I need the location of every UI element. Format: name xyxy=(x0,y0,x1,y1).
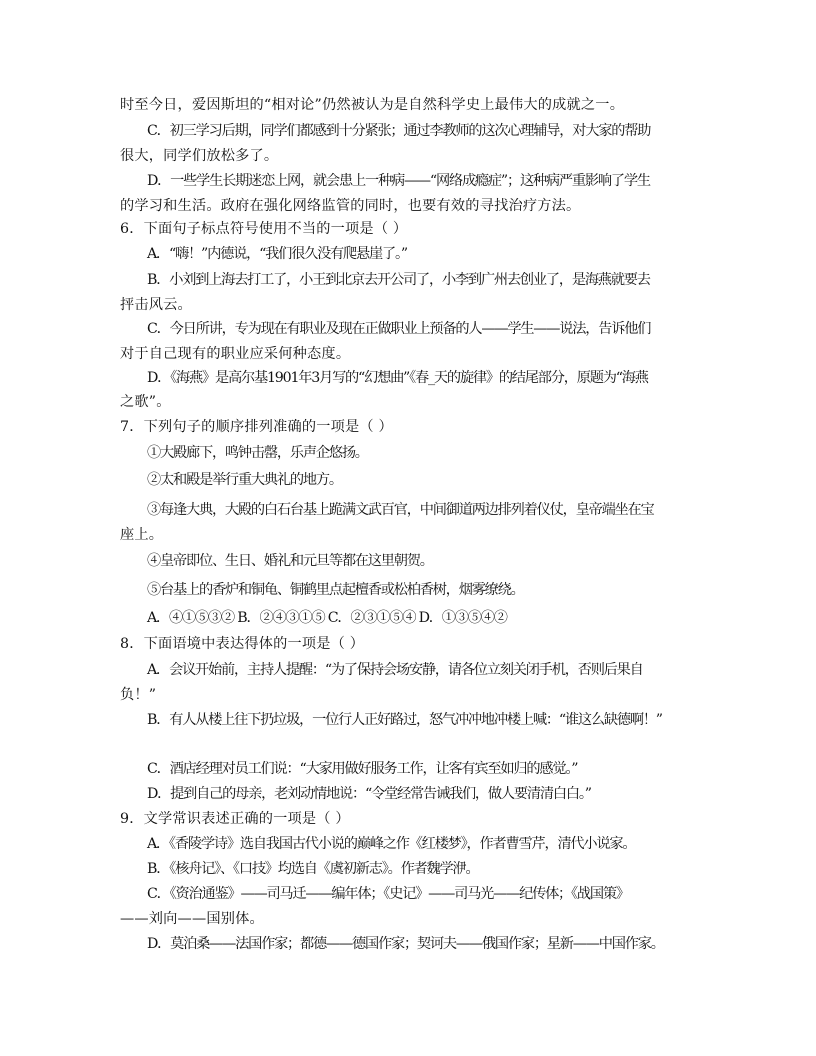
sentence-2: ②太和殿是举行重大典礼的地方。 xyxy=(147,472,342,488)
option-d-line: D．《海燕》是高尔基1901年3月写的“幻想曲”《春_天的旋律》的结尾部分，原题为“海燕 xyxy=(147,370,648,386)
option-b-line: B．小刘到上海去打工了，小王到北京去开公司了，小李到广州去创业了，是海燕就要去 xyxy=(147,272,650,288)
option-d-line: D．一些学生长期迷恋上网，就会患上一种病——“网络成瘾症”；这种病严重影响了学生 xyxy=(147,173,650,189)
sentence-3: ③每逢大典，大殿的白石台基上跪满文武百官，中间御道两边排列着仪仗，皇帝端坐在宝 xyxy=(147,502,654,518)
option-d-line: D．提到自己的母亲，老刘动情地说：“令堂经常告诫我们，做人要清清白白。” xyxy=(147,786,591,802)
option-d-line: D．莫泊桑——法国作家；都德——德国作家；契诃夫——俄国作家；星新——中国作家。 xyxy=(147,936,664,952)
text-line: ——刘向——国别体。 xyxy=(120,911,264,927)
question-7-stem: 7．下列句子的顺序排列准确的一项是（ ） xyxy=(120,419,393,435)
question-9-stem: 9．文学常识表述正确的一项是（ ） xyxy=(120,811,350,827)
text-line: 对于自己现有的职业应采何种态度。 xyxy=(120,346,351,362)
text-line: 很大，同学们放松多了。 xyxy=(120,148,279,164)
sentence-1: ①大殿廊下，鸣钟击罄，乐声企悠扬。 xyxy=(147,445,368,461)
option-a-line: A．会议开始前，主持人提醒：“为了保持会场安静，请各位立刻关闭手机，否则后果自 xyxy=(147,662,643,678)
question-8-stem: 8．下面语境中表达得体的一项是（ ） xyxy=(120,636,365,652)
sentence-4: ④皇帝即位、生日、婚礼和元旦等都在这里朝贺。 xyxy=(147,553,433,569)
text-line: 的学习和生活。政府在强化网络监管的同时，也要有效的寻找治疗方法。 xyxy=(120,198,581,214)
option-a-line: A．《香陵学诗》选自我国古代小说的巅峰之作《红楼梦》，作者曹雪芹，清代小说家。 xyxy=(147,836,636,852)
option-b-line: B．有人从楼上往下扔垃圾，一位行人正好路过，怒气冲冲地冲楼上喊：“谁这么缺德啊！” xyxy=(147,712,662,728)
sentence-5: ⑤台基上的香炉和铜龟、铜鹤里点起檀香或松柏香树，烟雾缭绕。 xyxy=(147,582,524,598)
text-line: 座上。 xyxy=(120,527,164,543)
option-c-line: C．今日所讲，专为现在有职业及现在正做职业上预备的人——学生——说法，告诉他们 xyxy=(147,321,651,337)
option-c-line: C．酒店经理对员工们说：“大家用做好服务工作，让客有宾至如归的感觉。” xyxy=(147,761,578,777)
option-b-line: B．《核舟记》、《口技》均选自《虞初新志》。作者魏学洢。 xyxy=(147,861,479,877)
text-line: 之歌”。 xyxy=(120,394,171,410)
text-line: 时至今日，爱因斯坦的“相对论”仍然被认为是自然科学史上最伟大的成就之一。 xyxy=(120,97,625,113)
option-c-line: C．《资治通鉴》——司马迁——编年体；《史记》——司马光——纪传体；《战国策》 xyxy=(147,886,629,902)
option-c-line: C．初三学习后期，同学们都感到十分紧张；通过李教师的这次心理辅导，对大家的帮助 xyxy=(147,123,651,139)
question-6-stem: 6．下面句子标点符号使用不当的一项是（ ） xyxy=(120,221,408,237)
question-7-options: A．④①⑤③② B．②④③①⑤ C．②③①⑤④ D．①③⑤④② xyxy=(147,610,507,626)
option-a-line: A．“嗨！”内德说，“我们很久没有爬悬崖了。” xyxy=(147,246,407,262)
text-line: 负！” xyxy=(120,687,157,703)
text-line: 抨击风云。 xyxy=(120,297,192,313)
